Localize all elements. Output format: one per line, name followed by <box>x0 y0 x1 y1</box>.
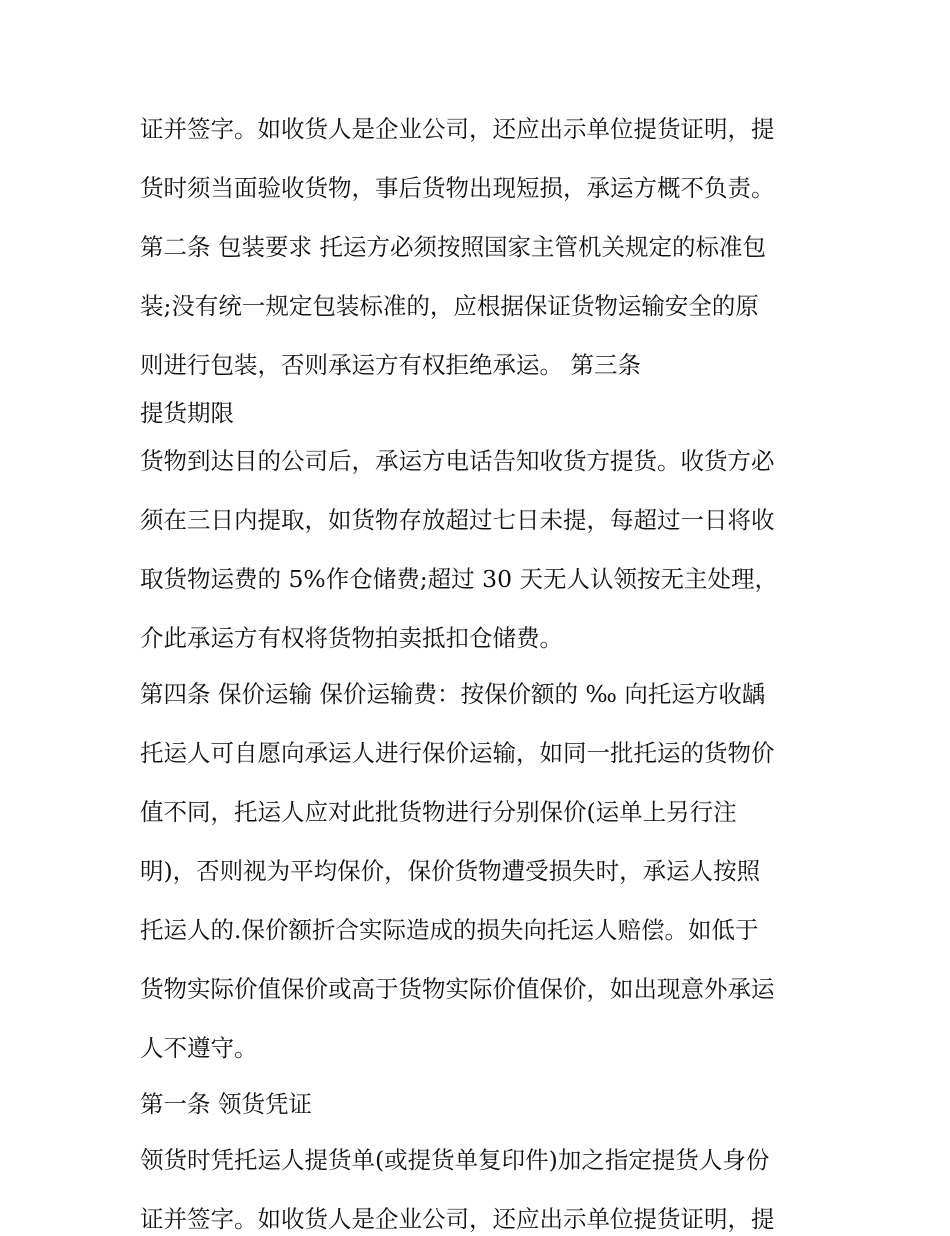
document-body <box>140 112 830 1236</box>
text-line: 则进行包装，否则承运方有权拒绝承运。 第三条 <box>140 351 641 379</box>
text-line: 领货时凭托运人提货单(或提货单复印件)加之指定提货人身份 <box>140 1146 770 1174</box>
text-line: 人不遵守。 <box>140 1034 258 1062</box>
text-line: 装;没有统一规定包装标准的，应根据保证货物运输安全的原 <box>140 292 759 320</box>
text-line: 货时须当面验收货物，事后货物出现短损，承运方概不负责。 <box>140 174 775 202</box>
text-line: 须在三日内提取，如货物存放超过七日未提，每超过一日将收 <box>140 506 775 534</box>
text-line: 货物实际价值保价或高于货物实际价值保价，如出现意外承运 <box>140 975 775 1003</box>
text-line: 介此承运方有权将货物拍卖抵扣仓储费。 <box>140 624 563 652</box>
text-line: 第二条 包装要求 托运方必须按照国家主管机关规定的标准包 <box>140 233 766 261</box>
text-line: 货物到达目的公司后，承运方电话告知收货方提货。收货方必 <box>140 447 775 475</box>
text-line: 第四条 保价运输 保价运输费：按保价额的 ‰ 向托运方收龋 <box>140 680 766 708</box>
text-line: 取货物运费的 5%作仓储费;超过 30 天无人认领按无主处理， <box>140 565 779 593</box>
text-line: 明)，否则视为平均保价，保价货物遭受损失时，承运人按照 <box>140 857 761 885</box>
text-line: 证并签字。如收货人是企业公司，还应出示单位提货证明，提 <box>140 115 775 143</box>
text-line: 托运人可自愿向承运人进行保价运输，如同一批托运的货物价 <box>140 739 775 767</box>
section-heading: 提货期限 <box>140 399 234 427</box>
text-line: 托运人的.保价额折合实际造成的损失向托运人赔偿。如低于 <box>140 916 759 944</box>
text-line: 值不同，托运人应对此批货物进行分别保价(运单上另行注 <box>140 798 737 826</box>
text-line: 证并签字。如收货人是企业公司，还应出示单位提货证明，提 <box>140 1205 775 1233</box>
section-heading: 第一条 领货凭证 <box>140 1090 312 1118</box>
